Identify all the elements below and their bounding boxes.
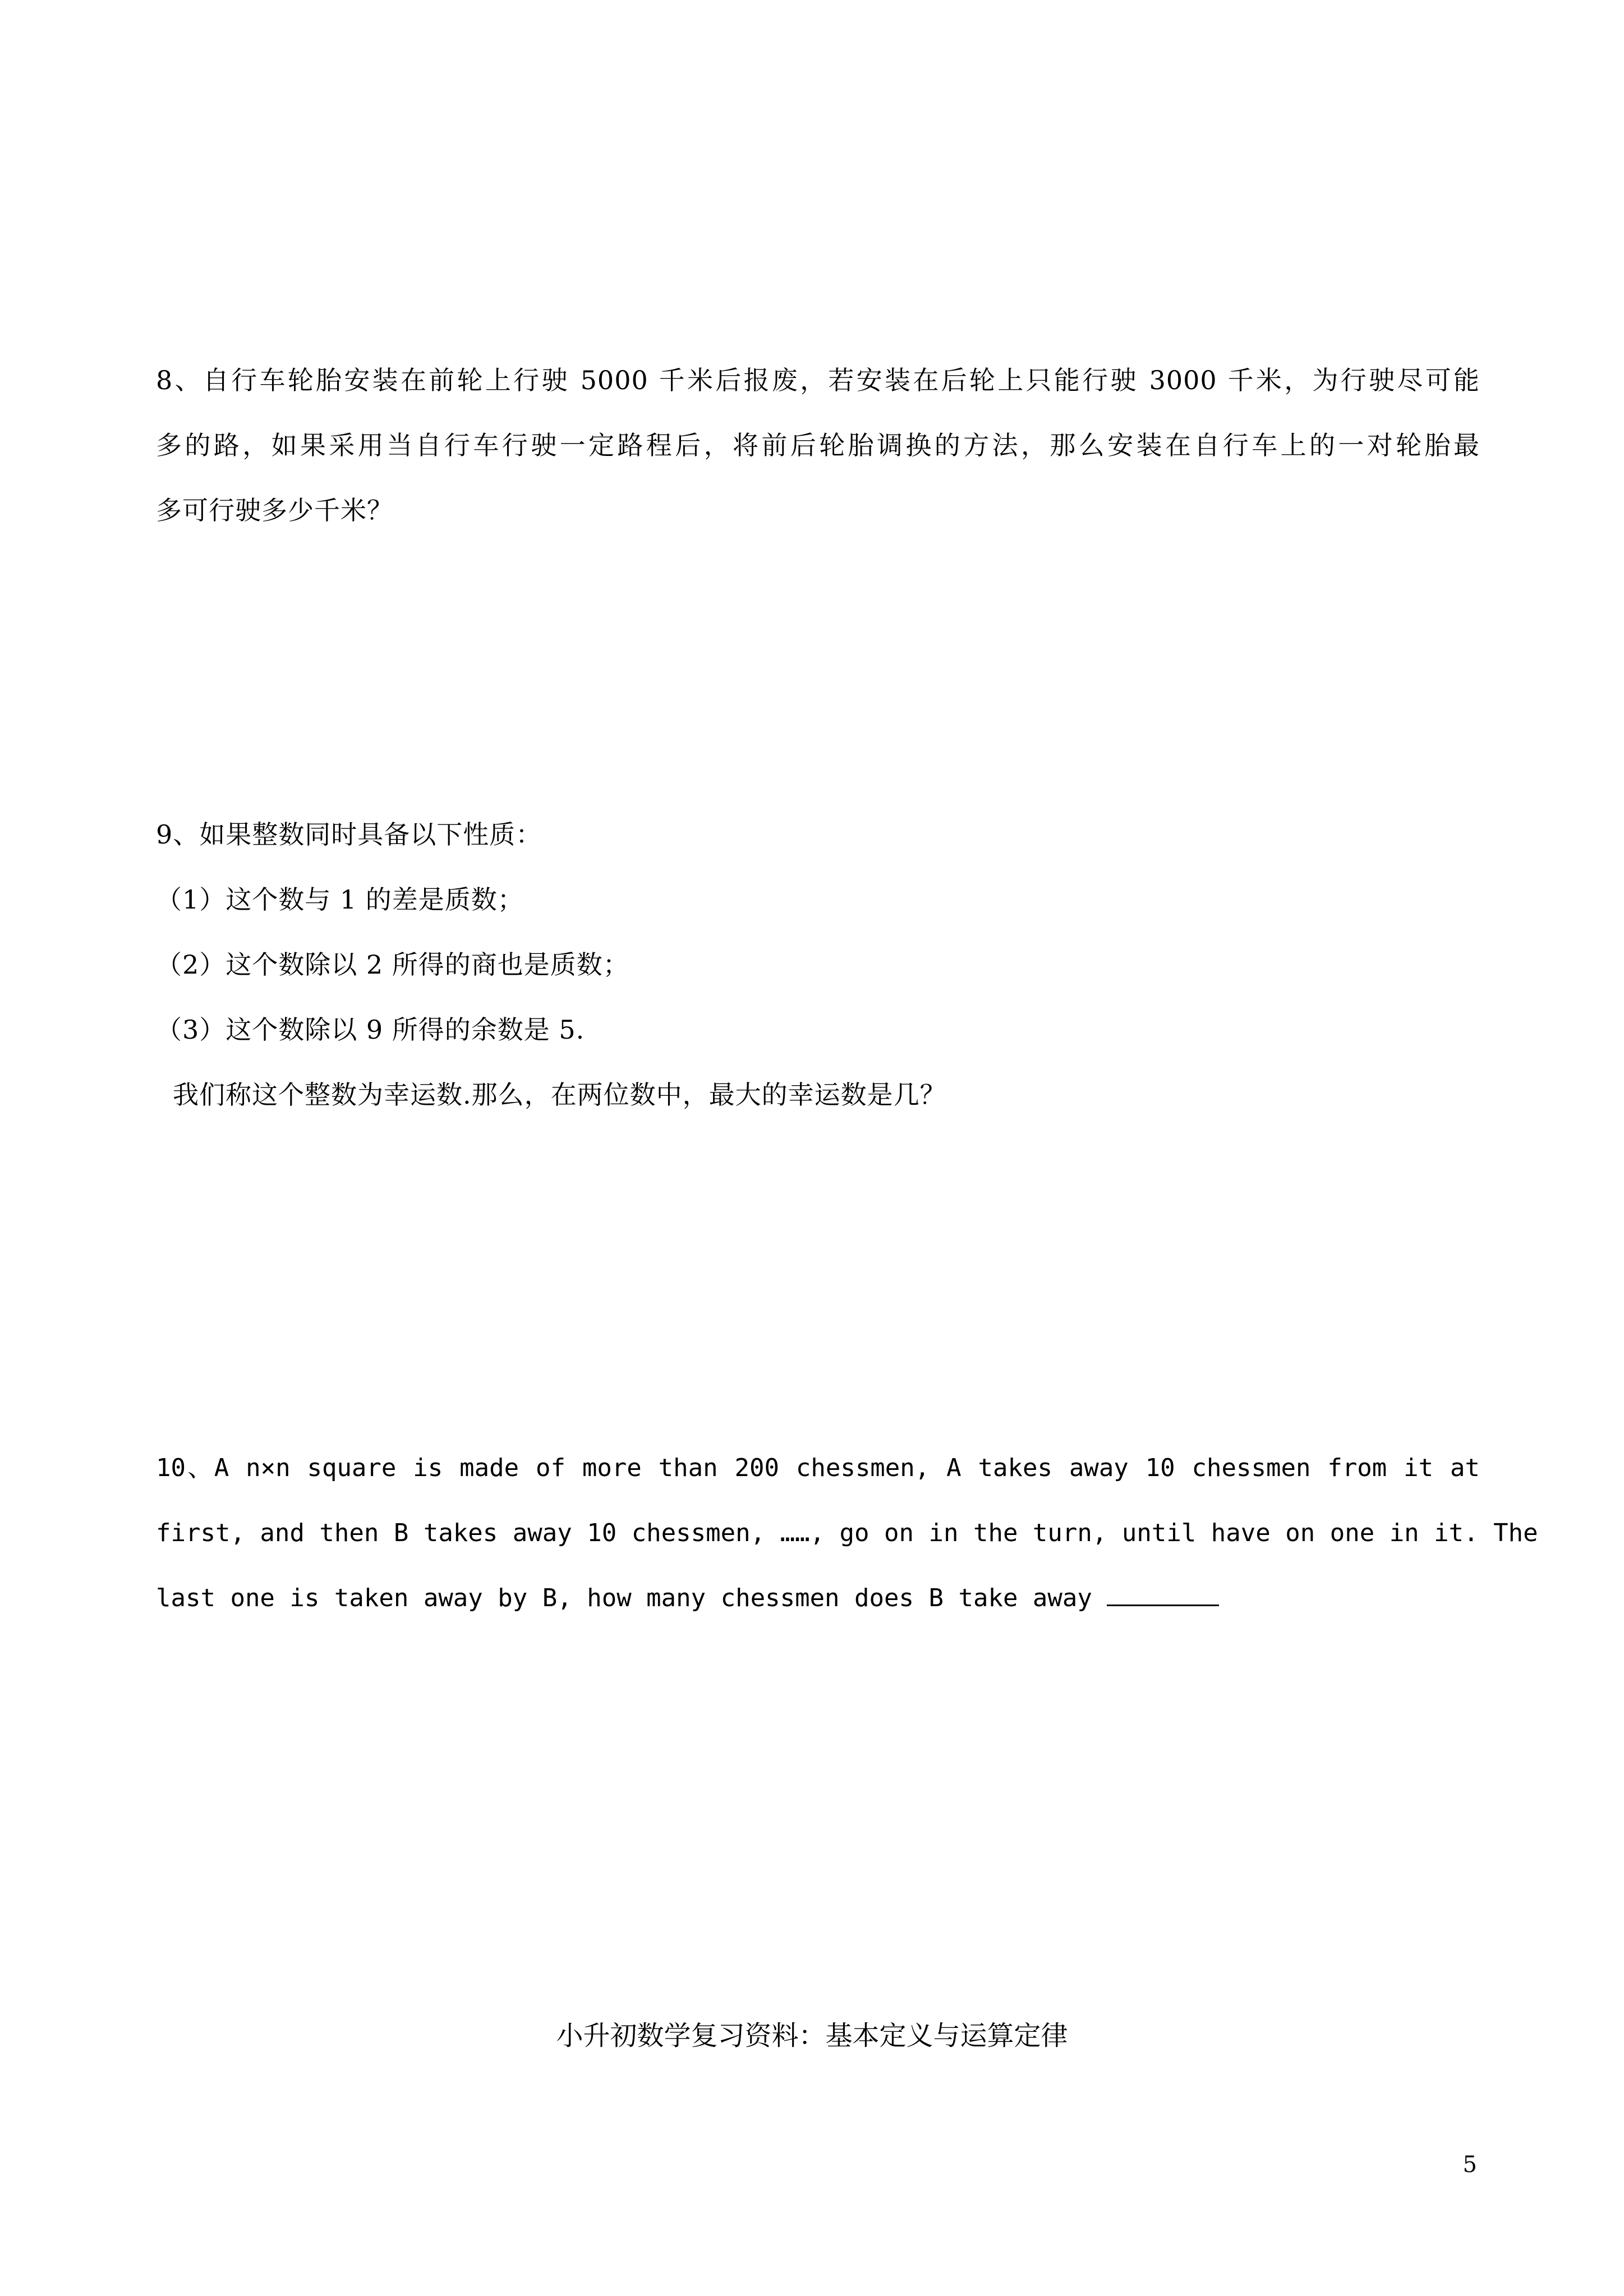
page-number: 5 (1462, 2152, 1477, 2178)
footer-title: 小升初数学复习资料：基本定义与运算定律 (556, 2020, 1068, 2051)
question-9-intro: 9、如果整数同时具备以下性质： (156, 819, 542, 850)
question-9 (156, 802, 1480, 1127)
question-9-condition-1: （1）这个数与 1 的差是质数； (156, 884, 524, 915)
question-10-line-2: first, and then B takes away 10 chessmen, ……, go on in the turn, until have on one in it. The (156, 1519, 1538, 1547)
question-10 (156, 1436, 1538, 1631)
question-10-line-3-text: last one is taken away by B, how many chessmen does B take away (156, 1584, 1107, 1612)
question-10-line-1: 10、A n×n square is made of more than 200 chessmen, A takes away 10 chessmen from it at (156, 1454, 1480, 1482)
question-9-conclusion: 我们称这个整数为幸运数.那么，在两位数中，最大的幸运数是几？ (173, 1080, 946, 1110)
question-9-condition-2: （2）这个数除以 2 所得的商也是质数； (156, 949, 629, 980)
question-8-line-1: 8、自行车轮胎安装在前轮上行驶 5000 千米后报废，若安装在后轮上只能行驶 3000 千米，为行驶尽可能 (156, 365, 1480, 395)
question-10-line-3 (156, 1566, 1480, 1631)
question-8-line-2: 多的路，如果采用当自行车行驶一定路程后，将前后轮胎调换的方法，那么安装在自行车上的一对轮胎最 (156, 430, 1480, 460)
question-8-line-3: 多可行驶多少千米？ (156, 495, 393, 525)
question-8 (156, 348, 1480, 543)
answer-blank (1107, 1582, 1219, 1606)
question-9-condition-3: （3）这个数除以 9 所得的余数是 5. (156, 1015, 585, 1045)
